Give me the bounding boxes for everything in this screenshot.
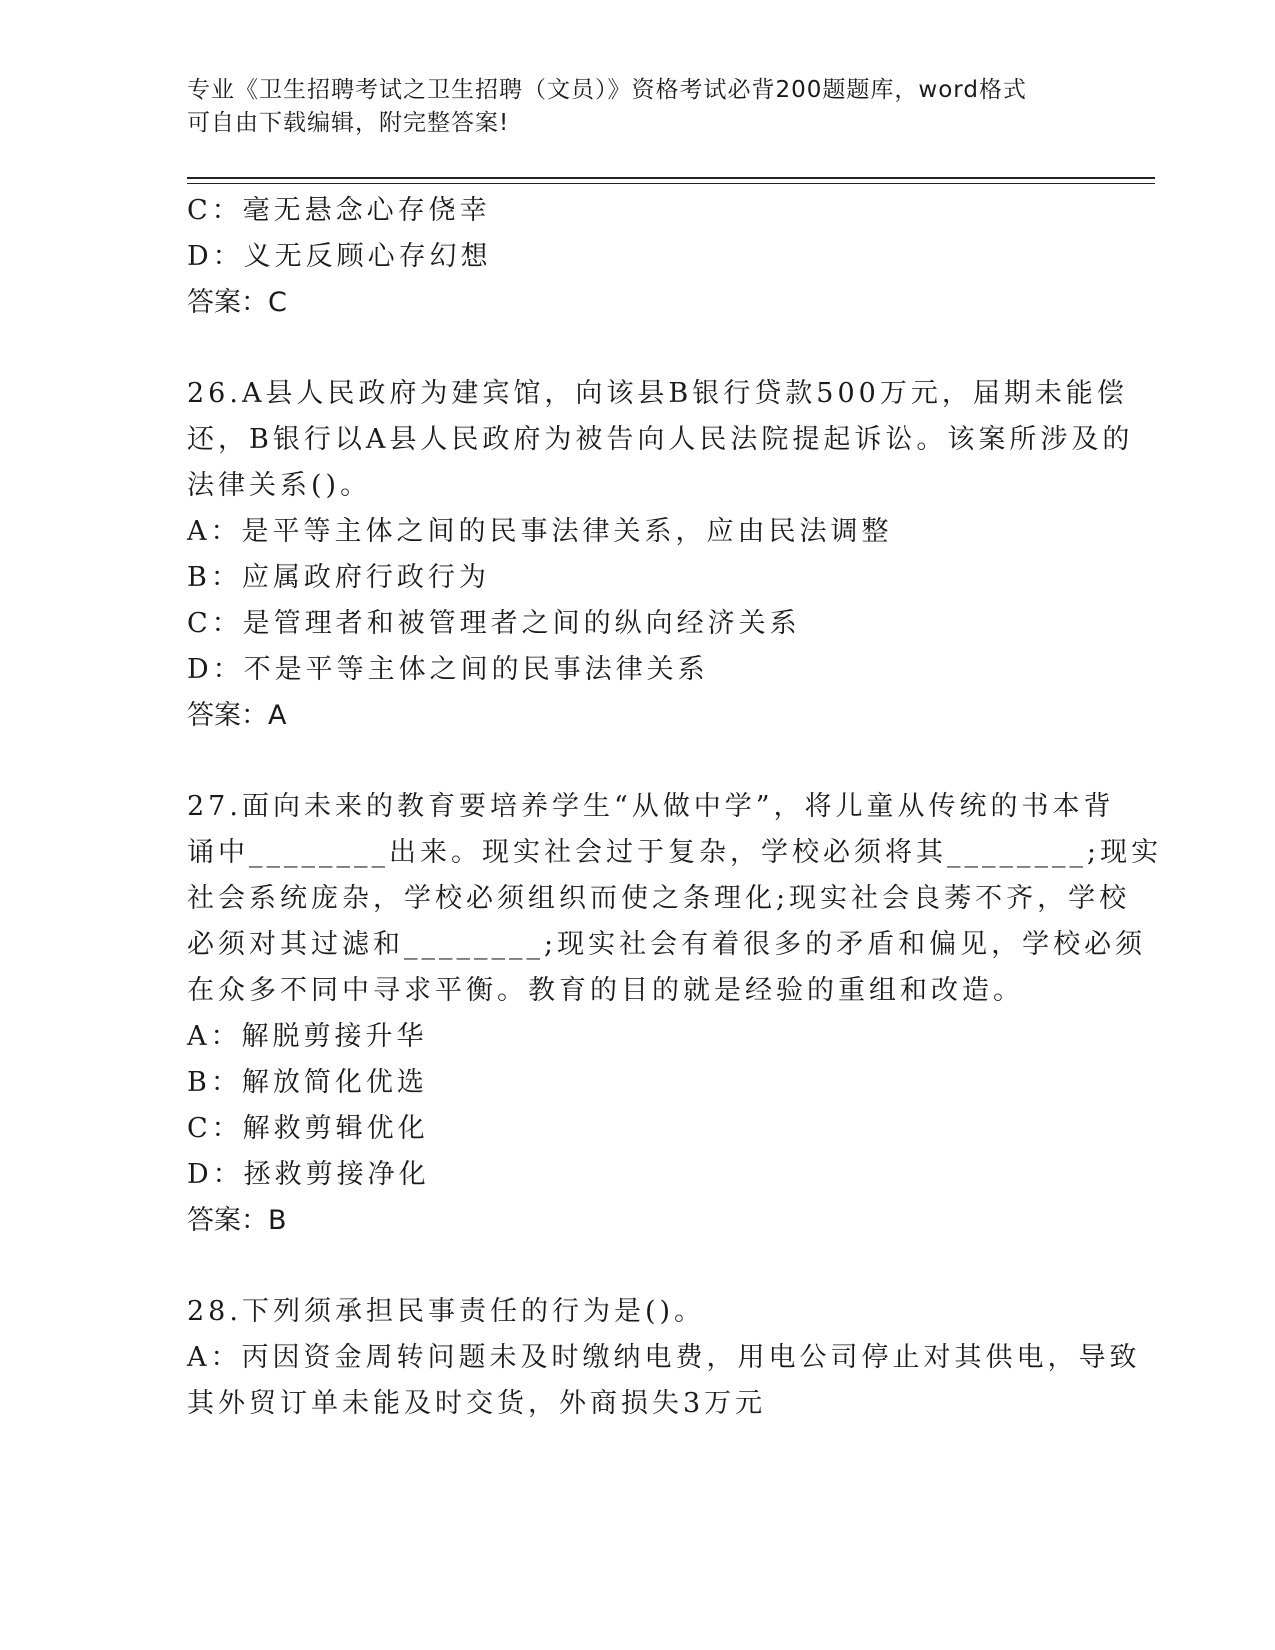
q26-option-b: B：应属政府行政行为 — [187, 562, 490, 593]
q26-option-d: D：不是平等主体之间的民事法律关系 — [187, 654, 709, 685]
question-25 — [187, 188, 1087, 326]
q26-option-c: C：是管理者和被管理者之间的纵向经济关系 — [187, 608, 801, 639]
q27-stem-line-5: 在众多不同中寻求平衡。教育的目的就是经验的重组和改造。 — [187, 975, 1024, 1006]
header-rule-thin — [187, 183, 1155, 184]
q26-stem-line-1: 26.A县人民政府为建宾馆，向该县B银行贷款500万元，届期未能偿 — [187, 378, 1128, 409]
q26-option-a: A：是平等主体之间的民事法律关系，应由民法调整 — [187, 516, 893, 547]
q25-answer: 答案：C — [187, 287, 287, 318]
q27-option-c: C：解救剪辑优化 — [187, 1113, 429, 1144]
q28-option-a-line-2: 其外贸订单未能及时交货，外商损失3万元 — [187, 1388, 767, 1419]
q28-stem-line-1: 28.下列须承担民事责任的行为是()。 — [187, 1296, 706, 1327]
spacer — [187, 1244, 1087, 1289]
q27-option-a: A：解脱剪接升华 — [187, 1021, 428, 1052]
header-rule-thick — [187, 177, 1155, 179]
q25-option-c: C：毫无悬念心存侥幸 — [187, 195, 491, 226]
q28-option-a-line-1: A：丙因资金周转问题未及时缴纳电费，用电公司停止对其供电，导致 — [187, 1342, 1141, 1373]
q26-answer: 答案：A — [187, 700, 287, 731]
spacer — [187, 739, 1087, 784]
q26-stem-line-2: 还，B银行以A县人民政府为被告向人民法院提起诉讼。该案所涉及的 — [187, 424, 1134, 455]
question-26 — [187, 371, 1134, 739]
question-28 — [187, 1289, 1141, 1427]
header-line-2: 可自由下载编辑，附完整答案! — [187, 110, 510, 136]
q25-option-d: D：义无反顾心存幻想 — [187, 241, 492, 272]
q27-stem-line-3: 社会系统庞杂，学校必须组织而使之条理化;现实社会良莠不齐，学校 — [187, 883, 1131, 914]
document-body — [187, 188, 1163, 1427]
q26-stem-line-3: 法律关系()。 — [187, 470, 372, 501]
q27-stem-line-1: 27.面向未来的教育要培养学生“从做中学”，将儿童从传统的书本背 — [187, 791, 1115, 822]
spacer — [187, 326, 1087, 371]
q27-answer: 答案：B — [187, 1205, 287, 1236]
question-27 — [187, 784, 1163, 1244]
q27-option-b: B：解放简化优选 — [187, 1067, 428, 1098]
header-line-1: 专业《卫生招聘考试之卫生招聘（文员）》资格考试必背200题题库，word格式 — [187, 77, 1027, 103]
q27-option-d: D：拯救剪接净化 — [187, 1159, 430, 1190]
document-header — [187, 74, 1087, 140]
q27-stem-line-4: 必须对其过滤和________;现实社会有着很多的矛盾和偏见，学校必须 — [187, 929, 1147, 960]
q27-stem-line-2: 诵中________出来。现实社会过于复杂，学校必须将其________;现实 — [187, 837, 1163, 868]
